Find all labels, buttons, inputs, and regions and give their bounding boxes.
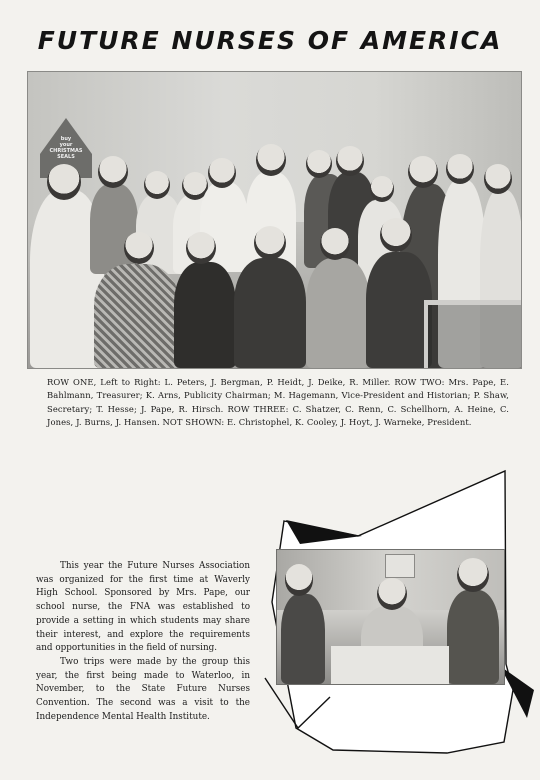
article-paragraph-1: This year the Future Nurses Association was organized for the first time at Waverly High School. Sponsored by Mrs. Pape, our school nurse, the FNA was established to provide a setting in which students may share their interest, and explore the requirements and opportunities in the field of nursing. xyxy=(36,561,250,654)
page-title: FUTURE NURSES OF AMERICA xyxy=(37,26,503,55)
article-paragraph-2: Two trips were made by the group this year, the first being made to Waterloo, in November, to the State Future Nurses Convention. The second was a visit to the Independence Mental Health Institute. xyxy=(36,656,250,722)
christmas-seals-poster-text: buy your CHRISTMAS SEALS xyxy=(49,136,83,160)
nursing-activity-photo xyxy=(276,549,505,685)
bed xyxy=(331,646,449,684)
person-figure xyxy=(281,594,325,684)
person-head xyxy=(457,558,489,592)
wall-chart xyxy=(385,554,415,578)
person-head xyxy=(377,578,407,610)
article-body xyxy=(36,560,250,724)
photo-caption: ROW ONE, Left to Right: L. Peters, J. Bergman, P. Heidt, J. Deike, R. Miller. ROW TWO: Mrs. Pape, E. Bahlmann, Treasurer; K. Arns, Publicity Chairman; M. Hagemann, Vice-President and Historian; P. Shaw, Secretary; T. Hesse; J. Pape, R. Hirsch. ROW THREE: C. Shatzer, C. Renn, C. Schellhorn, A. Heine, C. Jones, J. Burns, J. Hansen. NOT SHOWN: E. Christophel, K. Cooley, J. Hoyt, J. Warneke, President. xyxy=(47,377,509,428)
person-figure xyxy=(447,590,499,684)
person-head xyxy=(285,564,313,596)
